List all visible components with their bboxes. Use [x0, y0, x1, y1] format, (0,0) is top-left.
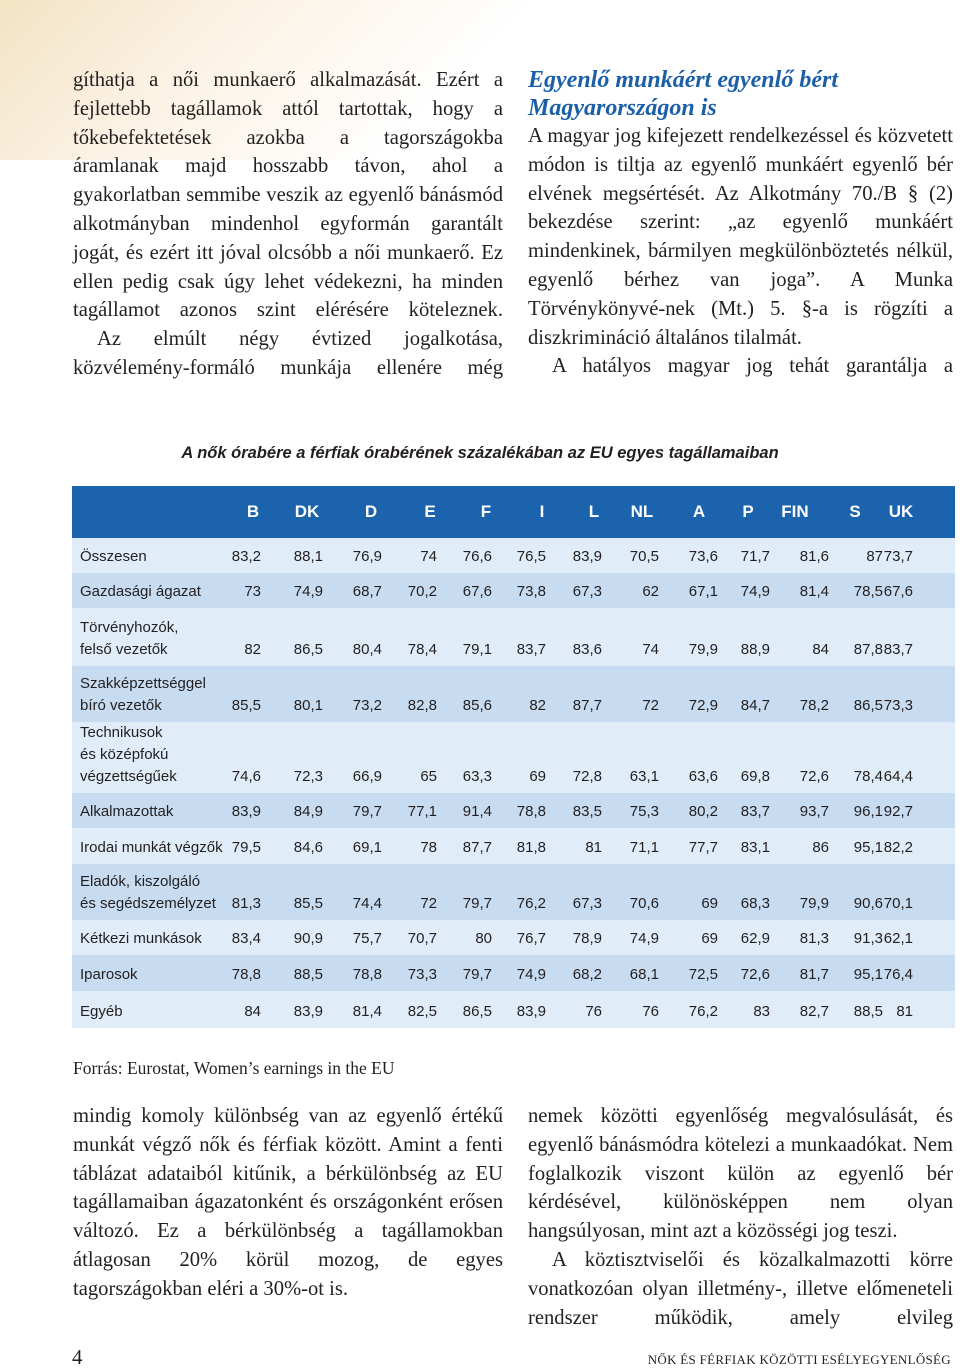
table-row: [72, 793, 955, 828]
table-cell: 83,9: [572, 548, 602, 565]
table-row: [72, 864, 955, 920]
country-header: DK: [294, 502, 320, 521]
table-cell: 72,6: [799, 768, 829, 785]
table-cell: 83,2: [231, 548, 261, 565]
table-cell: 72,3: [293, 768, 323, 785]
table-cell: 78: [420, 839, 437, 856]
table-cell: 84,7: [740, 697, 770, 714]
table-cell: 72: [420, 895, 437, 912]
table-cell: 76,4: [883, 966, 913, 983]
top-left-column: [73, 66, 503, 383]
paragraph: nemek közötti egyenlőség megvalósulását, és egyenlő bánásmódra kötelezi a munkaadókat. Nem foglalkozik viszont külön az egyenlő bér kérdésével, különösképpen nem olyan hangsúlyosan, mint azt a közösségi jog teszi.: [528, 1105, 953, 1243]
table-cell: 72,6: [740, 966, 770, 983]
table-header-row: [72, 486, 955, 538]
table-cell: 87,7: [462, 839, 492, 856]
paragraph: A magyar jog kifejezett rendelkezéssel és közvetett módon is tiltja az egyenlő munkáért egyenlő bér elvének megsértését. Az Alkotmány 70./B § (2) bekezdése szerint: „az egyenlő munkáért mindenkinek, bármilyen megkülönböztetés nélkül, egyenlő bérhez van joga”. A Munka Törvénykönyvé-nek (Mt.) 5. §-a is rögzíti a diszkrimináció általános tilalmát.: [528, 125, 953, 349]
top-right-column: [528, 66, 953, 381]
table-cell: 78,4: [407, 641, 437, 658]
table-cell: 62,1: [883, 930, 913, 947]
table-cell: 83,7: [883, 641, 913, 658]
table-row: [72, 991, 955, 1028]
table-cell: 65: [420, 768, 437, 785]
row-label-line: bíró vezetők: [80, 697, 162, 714]
table-cell: 70,6: [629, 895, 659, 912]
table-cell: 88,9: [740, 641, 770, 658]
table-cell: 91,4: [462, 803, 492, 820]
table-cell: 80: [475, 930, 492, 947]
table-cell: 81: [896, 1003, 913, 1020]
country-header: B: [246, 502, 260, 521]
table-cell: 86,5: [853, 697, 883, 714]
table-cell: 84: [244, 1003, 261, 1020]
table-cell: 76,5: [516, 548, 546, 565]
table-cell: 73,8: [516, 583, 546, 600]
country-header: S: [849, 502, 861, 521]
table-cell: 78,4: [853, 768, 883, 785]
table-cell: 81,4: [352, 1003, 382, 1020]
row-label-line: és segédszemélyzet: [80, 895, 216, 912]
table-cell: 62: [642, 583, 659, 600]
table-row: [72, 538, 955, 573]
table-cell: 85,5: [231, 697, 261, 714]
table-cell: 80,4: [352, 641, 382, 658]
table-cell: 79,7: [352, 803, 382, 820]
table-cell: 84,9: [293, 803, 323, 820]
table-cell: 74,6: [231, 768, 261, 785]
table-cell: 72,5: [688, 966, 718, 983]
table-cell: 67,3: [572, 583, 602, 600]
table-cell: 75,3: [629, 803, 659, 820]
country-header: I: [539, 502, 545, 521]
country-header: UK: [888, 502, 914, 521]
table-row: [72, 828, 955, 864]
country-header: D: [364, 502, 378, 521]
table-cell: 82,2: [883, 839, 913, 856]
table-cell: 78,2: [799, 697, 829, 714]
table-cell: 76,2: [516, 895, 546, 912]
table-cell: 83,9: [293, 1003, 323, 1020]
table-cell: 74,9: [293, 583, 323, 600]
table-cell: 71,1: [629, 839, 659, 856]
table-cell: 86,5: [462, 1003, 492, 1020]
table-cell: 76: [642, 1003, 659, 1020]
table-cell: 75,7: [352, 930, 382, 947]
table-cell: 76,7: [516, 930, 546, 947]
row-label-line: Iparosok: [80, 966, 138, 983]
table-cell: 80,1: [293, 697, 323, 714]
section-heading: Egyenlő munkáért egyenlő bért Magyarországon is: [528, 67, 838, 121]
table-cell: 74: [642, 641, 659, 658]
country-header: A: [692, 502, 706, 521]
table-cell: 70,2: [407, 583, 437, 600]
row-label-line: felső vezetők: [80, 641, 168, 658]
table-cell: 90,6: [853, 895, 883, 912]
table-cell: 73,2: [352, 697, 382, 714]
row-label-line: Szakképzettséggel: [80, 675, 206, 692]
table-cell: 74,9: [629, 930, 659, 947]
table-cell: 74: [420, 548, 437, 565]
table-cell: 76,2: [688, 1003, 718, 1020]
table-cell: 87,8: [853, 641, 883, 658]
table-cell: 69: [529, 768, 546, 785]
table-cell: 80,2: [688, 803, 718, 820]
table-cell: 78,8: [516, 803, 546, 820]
table-cell: 88,5: [853, 1003, 883, 1020]
table-cell: 82,5: [407, 1003, 437, 1020]
table-cell: 79,7: [462, 966, 492, 983]
row-label-line: Gazdasági ágazat: [80, 583, 201, 600]
table-cell: 74,4: [352, 895, 382, 912]
table-cell: 73,3: [407, 966, 437, 983]
row-label-line: és középfokú: [80, 746, 169, 763]
table-cell: 73: [244, 583, 261, 600]
table-cell: 92,7: [883, 803, 913, 820]
table-cell: 83,1: [740, 839, 770, 856]
table-cell: 83: [753, 1003, 770, 1020]
table-cell: 84: [812, 641, 829, 658]
table-cell: 95,1: [853, 966, 883, 983]
table-cell: 72,9: [688, 697, 718, 714]
table-cell: 85,6: [462, 697, 492, 714]
row-label-line: Technikusok: [80, 724, 163, 741]
table-cell: 74,9: [516, 966, 546, 983]
table-cell: 69,1: [352, 839, 382, 856]
table-cell: 68,2: [572, 966, 602, 983]
wage-table: [72, 486, 955, 1028]
table-cell: 83,7: [516, 641, 546, 658]
table-row: [72, 573, 955, 608]
table-cell: 82: [529, 697, 546, 714]
table-cell: 95,1: [853, 839, 883, 856]
table-cell: 82,8: [407, 697, 437, 714]
table-cell: 81,3: [231, 895, 261, 912]
paragraph: A hatályos magyar jog tehát garantálja a: [552, 355, 953, 378]
country-header: P: [742, 502, 754, 521]
table-cell: 74,9: [740, 583, 770, 600]
table-cell: 70,7: [407, 930, 437, 947]
country-header: NL: [630, 502, 654, 521]
table-row: [72, 608, 955, 666]
table-cell: 76,6: [462, 548, 492, 565]
table-cell: 83,6: [572, 641, 602, 658]
table-cell: 76,9: [352, 548, 382, 565]
table-cell: 67,3: [572, 895, 602, 912]
table-cell: 67,6: [462, 583, 492, 600]
country-header: FIN: [781, 502, 809, 521]
paragraph: Az elmúlt négy évtized jogalkotása, közvélemény-formáló munkája ellenére még: [73, 328, 503, 379]
table-cell: 63,1: [629, 768, 659, 785]
country-header: E: [424, 502, 436, 521]
table-cell: 83,5: [572, 803, 602, 820]
table-cell: 68,7: [352, 583, 382, 600]
table-cell: 68,3: [740, 895, 770, 912]
table-cell: 81,7: [799, 966, 829, 983]
table-cell: 63,3: [462, 768, 492, 785]
row-label-line: Alkalmazottak: [80, 803, 174, 820]
table-cell: 66,9: [352, 768, 382, 785]
table-cell: 70,1: [883, 895, 913, 912]
table-cell: 81: [585, 839, 602, 856]
table-source: Forrás: Eurostat, Women’s earnings in the EU: [73, 1058, 395, 1078]
country-header: L: [588, 502, 600, 521]
table-cell: 90,9: [293, 930, 323, 947]
table-cell: 86: [812, 839, 829, 856]
table-cell: 73,7: [883, 548, 913, 565]
table-cell: 81,4: [799, 583, 829, 600]
table-cell: 76: [585, 1003, 602, 1020]
footer-title: NŐK ÉS FÉRFIAK KÖZÖTTI ESÉLYEGYENLŐSÉG: [647, 1352, 951, 1367]
table-cell: 83,9: [231, 803, 261, 820]
table-title: A nők órabére a férfiak órabérének százalékában az EU egyes tagállamaiban: [181, 444, 779, 462]
table-cell: 78,8: [231, 966, 261, 983]
table-cell: 81,8: [516, 839, 546, 856]
table-row: [72, 955, 955, 991]
row-label-line: végzettségűek: [80, 768, 177, 785]
table-cell: 64,4: [883, 768, 913, 785]
table-cell: 70,5: [629, 548, 659, 565]
table-cell: 63,6: [688, 768, 718, 785]
table-row: [72, 666, 955, 722]
table-cell: 79,9: [799, 895, 829, 912]
row-label-line: Irodai munkát végzők: [80, 839, 223, 856]
table-cell: 81,6: [799, 548, 829, 565]
table-cell: 82: [244, 641, 261, 658]
table-row: [72, 920, 955, 955]
table-cell: 81,3: [799, 930, 829, 947]
table-cell: 77,1: [407, 803, 437, 820]
table-cell: 67,1: [688, 583, 718, 600]
table-cell: 72: [642, 697, 659, 714]
page-number: 4: [72, 1345, 83, 1369]
table-cell: 69: [701, 930, 718, 947]
table-cell: 82,7: [799, 1003, 829, 1020]
country-header: F: [480, 502, 492, 521]
table-cell: 96,1: [853, 803, 883, 820]
table-cell: 93,7: [799, 803, 829, 820]
table-cell: 67,6: [883, 583, 913, 600]
bottom-left-column: [73, 1102, 503, 1304]
row-label-line: Egyéb: [80, 1003, 123, 1020]
table-row: [72, 722, 955, 793]
table-cell: 62,9: [740, 930, 770, 947]
table-cell: 91,3: [853, 930, 883, 947]
table-cell: 72,8: [572, 768, 602, 785]
table-cell: 83,9: [516, 1003, 546, 1020]
table-cell: 71,7: [740, 548, 770, 565]
table-cell: 83,7: [740, 803, 770, 820]
row-label-line: Eladók, kiszolgáló: [80, 873, 201, 890]
table-cell: 73,6: [688, 548, 718, 565]
table-cell: 69,8: [740, 768, 770, 785]
table-cell: 79,9: [688, 641, 718, 658]
table-cell: 73,3: [883, 697, 913, 714]
paragraph: A köztisztviselői és közalkalmazotti körre vonatkozóan olyan illetmény-, illetve előmeneteli rendszer működik, amely elvileg: [528, 1248, 953, 1329]
table-cell: 84,6: [293, 839, 323, 856]
row-label-line: Kétkezi munkások: [80, 930, 202, 947]
table-cell: 85,5: [293, 895, 323, 912]
table-cell: 79,1: [462, 641, 492, 658]
table-cell: 78,9: [572, 930, 602, 947]
table-cell: 83,4: [231, 930, 261, 947]
row-label-line: Törvényhozók,: [80, 619, 179, 636]
table-cell: 87,7: [572, 697, 602, 714]
table-cell: 77,7: [688, 839, 718, 856]
table-cell: 69: [701, 895, 718, 912]
table-cell: 68,1: [629, 966, 659, 983]
paragraph: mindig komoly különbség van az egyenlő értékű munkát végző nők és férfiak között. Amint a fenti táblázat adataiból kitűnik, a bérkülönbség az EU tagállamaiban ágazatonként és országonként erősen változó. Ez a bérkülönbség a tagállamokban átlagosan 20% körül mozog, de egyes tagországokban eléri a 30%-ot is.: [73, 1105, 503, 1300]
table-cell: 79,5: [231, 839, 261, 856]
table-cell: 87: [866, 548, 883, 565]
table-cell: 78,8: [352, 966, 382, 983]
table-cell: 88,1: [293, 548, 323, 565]
paragraph: gíthatja a női munkaerő alkalmazását. Ezért a fejlettebb tagállamok attól tartottak, hogy a tőkebefektetések azokba a tagországokba áramlanak majd hosszabb távon, ahol a gyakorlatban semmibe veszik az egyenlő bánásmód alkotmányban mindenhol egyformán garantált jogát, és ezért itt jóval olcsóbb a női munkaerő. Ez ellen pedig csak úgy lehet védekezni, ha minden tagállamot azonos szint elérésére köteleznek.: [73, 69, 503, 322]
table-cell: 79,7: [462, 895, 492, 912]
row-label-line: Összesen: [80, 548, 147, 565]
table-cell: 86,5: [293, 641, 323, 658]
table-cell: 78,5: [853, 583, 883, 600]
bottom-right-column: [528, 1102, 953, 1332]
table-cell: 88,5: [293, 966, 323, 983]
